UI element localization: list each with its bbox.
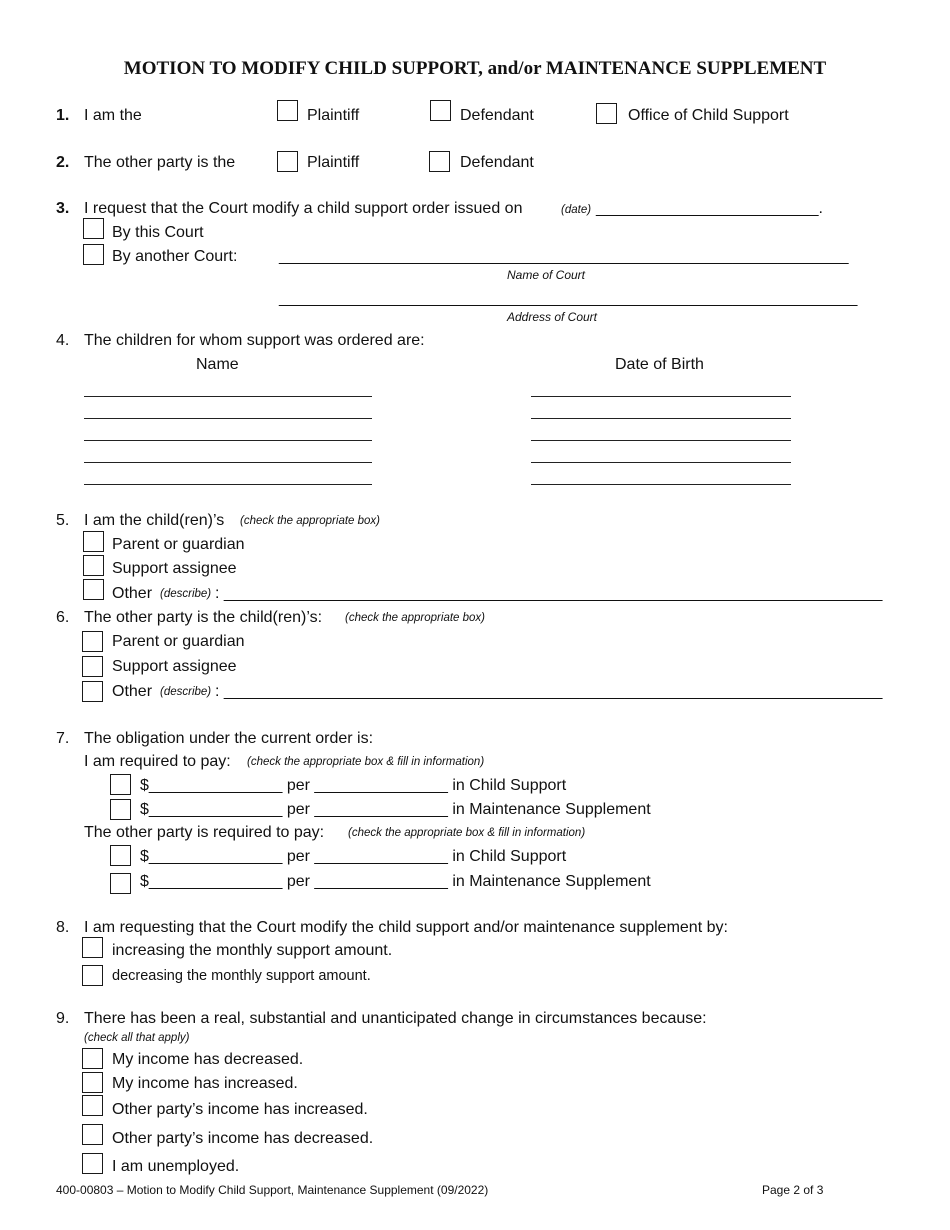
q7-self-maintenance-row[interactable]: $_______________ per _______________ in Maintenance Supplement [140,801,651,818]
q7-other-maintenance-row[interactable]: $_______________ per _______________ in Maintenance Supplement [140,873,651,890]
q6-label: The other party is the child(ren)’s: [84,609,323,626]
q5-other-label: Other [112,585,153,602]
q3-court-address-field[interactable]: _________________________________________________________________ [279,290,858,307]
q4-child-dob-line[interactable] [531,418,791,419]
q1-plaintiff-label: Plaintiff [307,107,360,124]
q8-number: 8. [56,919,70,936]
q4-name-header: Name [196,356,239,373]
q3-date-field[interactable]: _________________________. [596,200,823,217]
q3-this-court-checkbox[interactable] [83,218,104,239]
q3-date-hint: (date) [561,204,592,216]
q4-child-name-line[interactable] [84,396,372,397]
q1-label: I am the [84,107,142,124]
q6-hint: (check the appropriate box) [345,612,485,624]
q7-self-child-support-row[interactable]: $_______________ per _______________ in Child Support [140,777,567,794]
q3-number: 3. [56,200,70,217]
q4-child-dob-line[interactable] [531,484,791,485]
q4-child-name-line[interactable] [84,418,372,419]
q2-label: The other party is the [84,154,236,171]
q9-other-decreased-label: Other party’s income has decreased. [112,1130,374,1147]
q7-self-child-support-checkbox[interactable] [110,774,131,795]
q8-increase-checkbox[interactable] [82,937,103,958]
q9-number: 9. [56,1010,70,1027]
q7-label: The obligation under the current order is: [84,730,374,747]
q7-number: 7. [56,730,70,747]
q5-other-checkbox[interactable] [83,579,104,600]
q7-other-child-support-checkbox[interactable] [110,845,131,866]
q4-child-name-line[interactable] [84,462,372,463]
q7-other-maintenance-checkbox[interactable] [110,873,131,894]
q9-income-increased-checkbox[interactable] [82,1072,103,1093]
q8-label: I am requesting that the Court modify the child support and/or maintenance supplement by: [84,919,728,936]
q7-other-child-support-row[interactable]: $_______________ per _______________ in Child Support [140,848,567,865]
footer-page-number: Page 2 of 3 [762,1183,824,1197]
q3-another-court-checkbox[interactable] [83,244,104,265]
q1-defendant-checkbox[interactable] [430,100,451,121]
q9-income-increased-label: My income has increased. [112,1075,298,1092]
q7-sub2-label: The other party is required to pay: [84,824,325,841]
q6-other-checkbox[interactable] [82,681,103,702]
q3-this-court-label: By this Court [112,224,204,241]
q1-defendant-label: Defendant [460,107,534,124]
q8-decrease-checkbox[interactable] [82,965,103,986]
q7-sub2-hint: (check the appropriate box & fill in information) [348,827,586,839]
q9-other-increased-label: Other party’s income has increased. [112,1101,368,1118]
q3-court-address-caption: Address of Court [506,310,598,324]
q5-hint: (check the appropriate box) [240,515,380,527]
q9-label: There has been a real, substantial and unanticipated change in circumstances because: [84,1010,707,1027]
q3-another-court-label: By another Court: [112,248,238,265]
q2-plaintiff-checkbox[interactable] [277,151,298,172]
q7-sub1-hint: (check the appropriate box & fill in information) [247,756,485,768]
q1-office-checkbox[interactable] [596,103,617,124]
q9-other-increased-checkbox[interactable] [82,1095,103,1116]
q3-court-name-caption: Name of Court [506,268,586,282]
q1-office-label: Office of Child Support [628,107,789,124]
q6-other-hint: (describe) [160,686,212,698]
q5-other-field[interactable]: : __________________________________________________________________________ [215,585,883,602]
q3-court-name-field[interactable]: ________________________________________________________________ [279,248,849,265]
q8-increase-label: increasing the monthly support amount. [112,942,393,959]
q5-parent-checkbox[interactable] [83,531,104,552]
q7-self-maintenance-checkbox[interactable] [110,799,131,820]
q9-hint: (check all that apply) [84,1032,190,1044]
q6-parent-label: Parent or guardian [112,633,245,650]
q5-number: 5. [56,512,70,529]
q2-defendant-label: Defendant [460,154,534,171]
q5-other-hint: (describe) [160,588,212,600]
q6-number: 6. [56,609,70,626]
q4-child-name-line[interactable] [84,440,372,441]
q4-number: 4. [56,332,70,349]
q5-parent-label: Parent or guardian [112,536,245,553]
q9-other-decreased-checkbox[interactable] [82,1124,103,1145]
q9-unemployed-checkbox[interactable] [82,1153,103,1174]
q1-number: 1. [56,107,70,124]
q9-unemployed-label: I am unemployed. [112,1158,240,1175]
q9-income-decreased-label: My income has decreased. [112,1051,304,1068]
q4-child-dob-line[interactable] [531,462,791,463]
q6-other-label: Other [112,683,153,700]
q5-label: I am the child(ren)’s [84,512,225,529]
q8-decrease-label: decreasing the monthly support amount. [112,968,371,984]
q5-assignee-label: Support assignee [112,560,237,577]
q4-child-dob-line[interactable] [531,440,791,441]
q2-plaintiff-label: Plaintiff [307,154,360,171]
q4-dob-header: Date of Birth [615,356,704,373]
q4-child-dob-line[interactable] [531,396,791,397]
q6-assignee-label: Support assignee [112,658,237,675]
q6-parent-checkbox[interactable] [82,631,103,652]
q9-income-decreased-checkbox[interactable] [82,1048,103,1069]
q7-sub1-label: I am required to pay: [84,753,231,770]
form-title: MOTION TO MODIFY CHILD SUPPORT, and/or MAINTENANCE SUPPLEMENT [123,58,827,79]
footer-form-id: 400-00803 – Motion to Modify Child Support, Maintenance Supplement (09/2022) [56,1183,489,1197]
q3-label: I request that the Court modify a child support order issued on [84,200,523,217]
q2-number: 2. [56,154,70,171]
q4-child-name-line[interactable] [84,484,372,485]
q1-plaintiff-checkbox[interactable] [277,100,298,121]
q6-other-field[interactable]: : __________________________________________________________________________ [215,683,883,700]
q2-defendant-checkbox[interactable] [429,151,450,172]
q4-label: The children for whom support was ordered are: [84,332,425,349]
q6-assignee-checkbox[interactable] [82,656,103,677]
q5-assignee-checkbox[interactable] [83,555,104,576]
